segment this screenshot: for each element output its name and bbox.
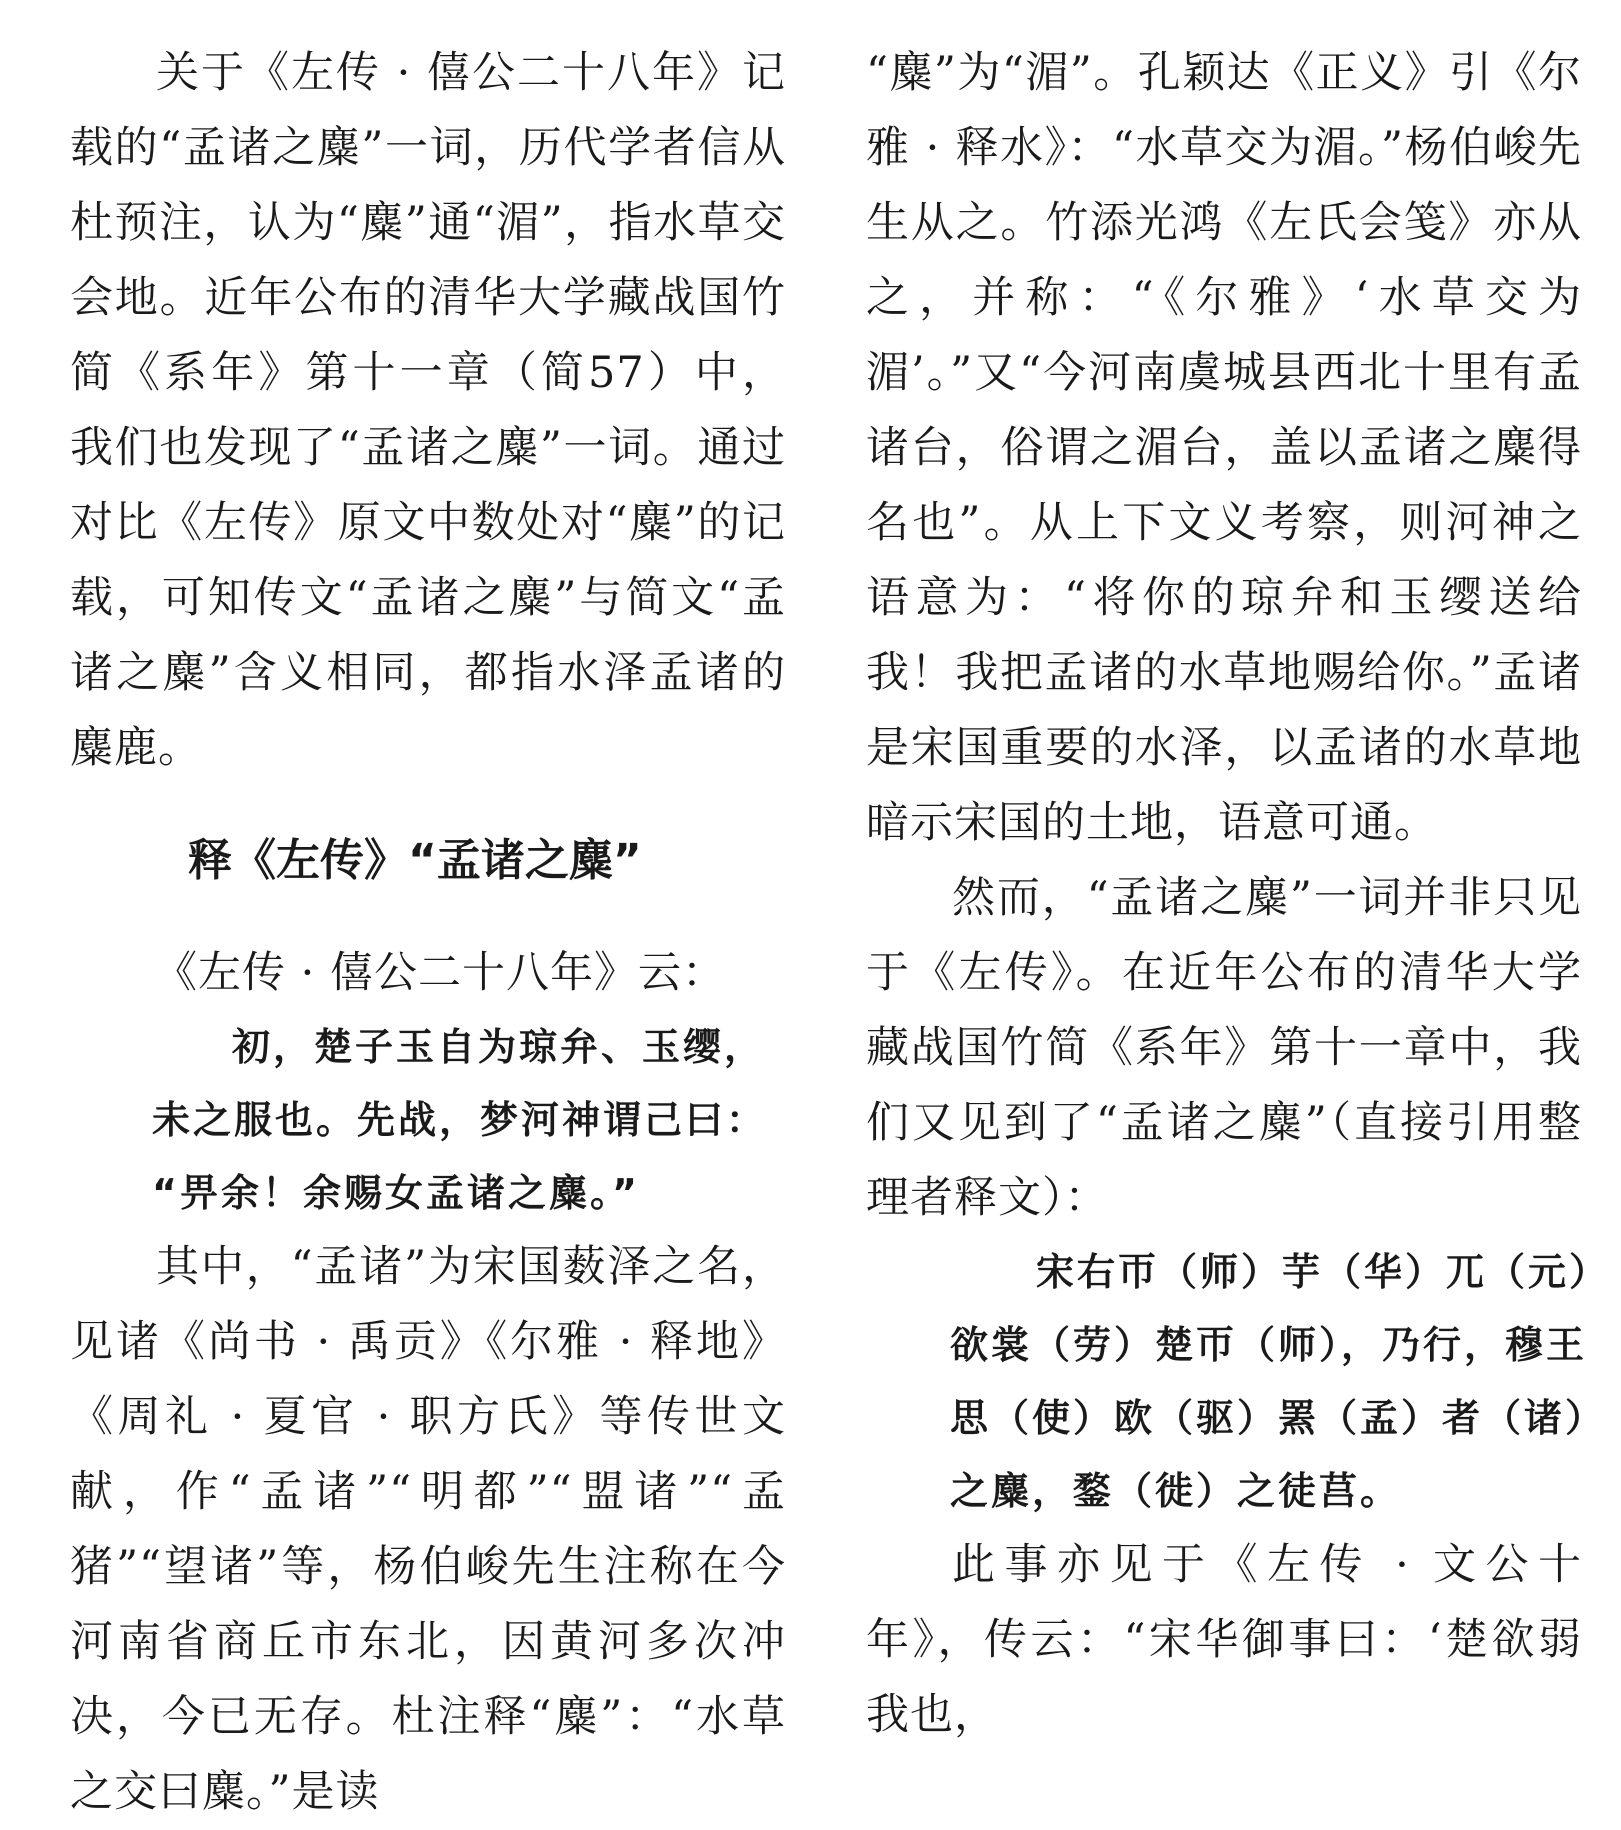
left-paragraph-1: 关于《左传 · 僖公二十八年》记载的“孟诸之麋”一词，历代学者信从杜预注，认为“麋”通“湄”，指水草交会地。近年公布的清华大学藏战国竹简《系年》第十一章（简57）中，我们也发现了“孟诸之麋”一词。通过对比《左传》原文中数处对“麋”的记载，可知传文“孟诸之麋”与简文“孟诸之麋”含义相同，都指水泽孟诸的麋鹿。 <box>70 48 786 773</box>
quote-line: 思（使）欧（驱）罴（孟）者（诸） <box>950 1396 1607 1440</box>
left-column <box>70 36 786 1830</box>
quote-line: 欲裳（劳）楚帀（师），乃行，穆王 <box>950 1323 1588 1367</box>
right-block-quote <box>950 1236 1611 1528</box>
right-paragraph-1: “麋”为“湄”。孔颖达《正义》引《尔雅 · 释水》：“水草交为湄。”杨伯峻先生从之。竹添光鸿《左氏会笺》亦从之，并称：“《尔雅》‘水草交为湄’。”又“今河南虞城县西北十里有孟诸台，俗谓之湄台，盖以孟诸之麋得名也”。从上下文义考察，则河神之语意为：“将你的琼弁和玉缨送给我！我把孟诸的水草地赐给你。”孟诸是宋国重要的水泽，以孟诸的水草地暗示宋国的土地，语意可通。 <box>866 48 1582 848</box>
right-column <box>866 36 1611 1753</box>
quote-line: 宋右帀（师）芋（华）兀（元） <box>1036 1250 1611 1294</box>
quote-line: 初，楚子玉自为琼弁、玉缨， <box>232 1025 766 1069</box>
right-paragraph-2: 然而，“孟诸之麋”一词并非只见于《左传》。在近年公布的清华大学藏战国竹简《系年》第十一章中，我们又见到了“孟诸之麋”（直接引用整理者释文）： <box>866 873 1582 1223</box>
quote-line: 之麋，鍪（徙）之徒莒。 <box>950 1469 1402 1513</box>
quote-intro: 《左传 · 僖公二十八年》云： <box>154 948 727 998</box>
section-heading: 释《左传》“孟诸之麋” <box>188 835 642 886</box>
left-paragraph-2: 其中，“孟诸”为宋国薮泽之名，见诸《尚书 · 禹贡》《尔雅 · 释地》《周礼 · 夏官 · 职方氏》等传世文献，作“孟诸”“明都”“盟诸”“孟猪”“望诸”等，杨伯峻先生注称在今河南省商丘市东北，因黄河多次冲决，今已无存。杜注释“麋”：“水草之交曰麋。”是读 <box>70 1242 786 1817</box>
right-paragraph-3: 此事亦见于《左传 · 文公十年》，传云：“宋华御事曰：‘楚欲弱我也， <box>866 1540 1582 1740</box>
quote-line: 未之服也。先战，梦河神谓己曰： <box>152 1098 768 1142</box>
left-block-quote <box>152 1011 786 1230</box>
quote-line: “畀余！余赐女孟诸之麋。” <box>152 1171 640 1215</box>
